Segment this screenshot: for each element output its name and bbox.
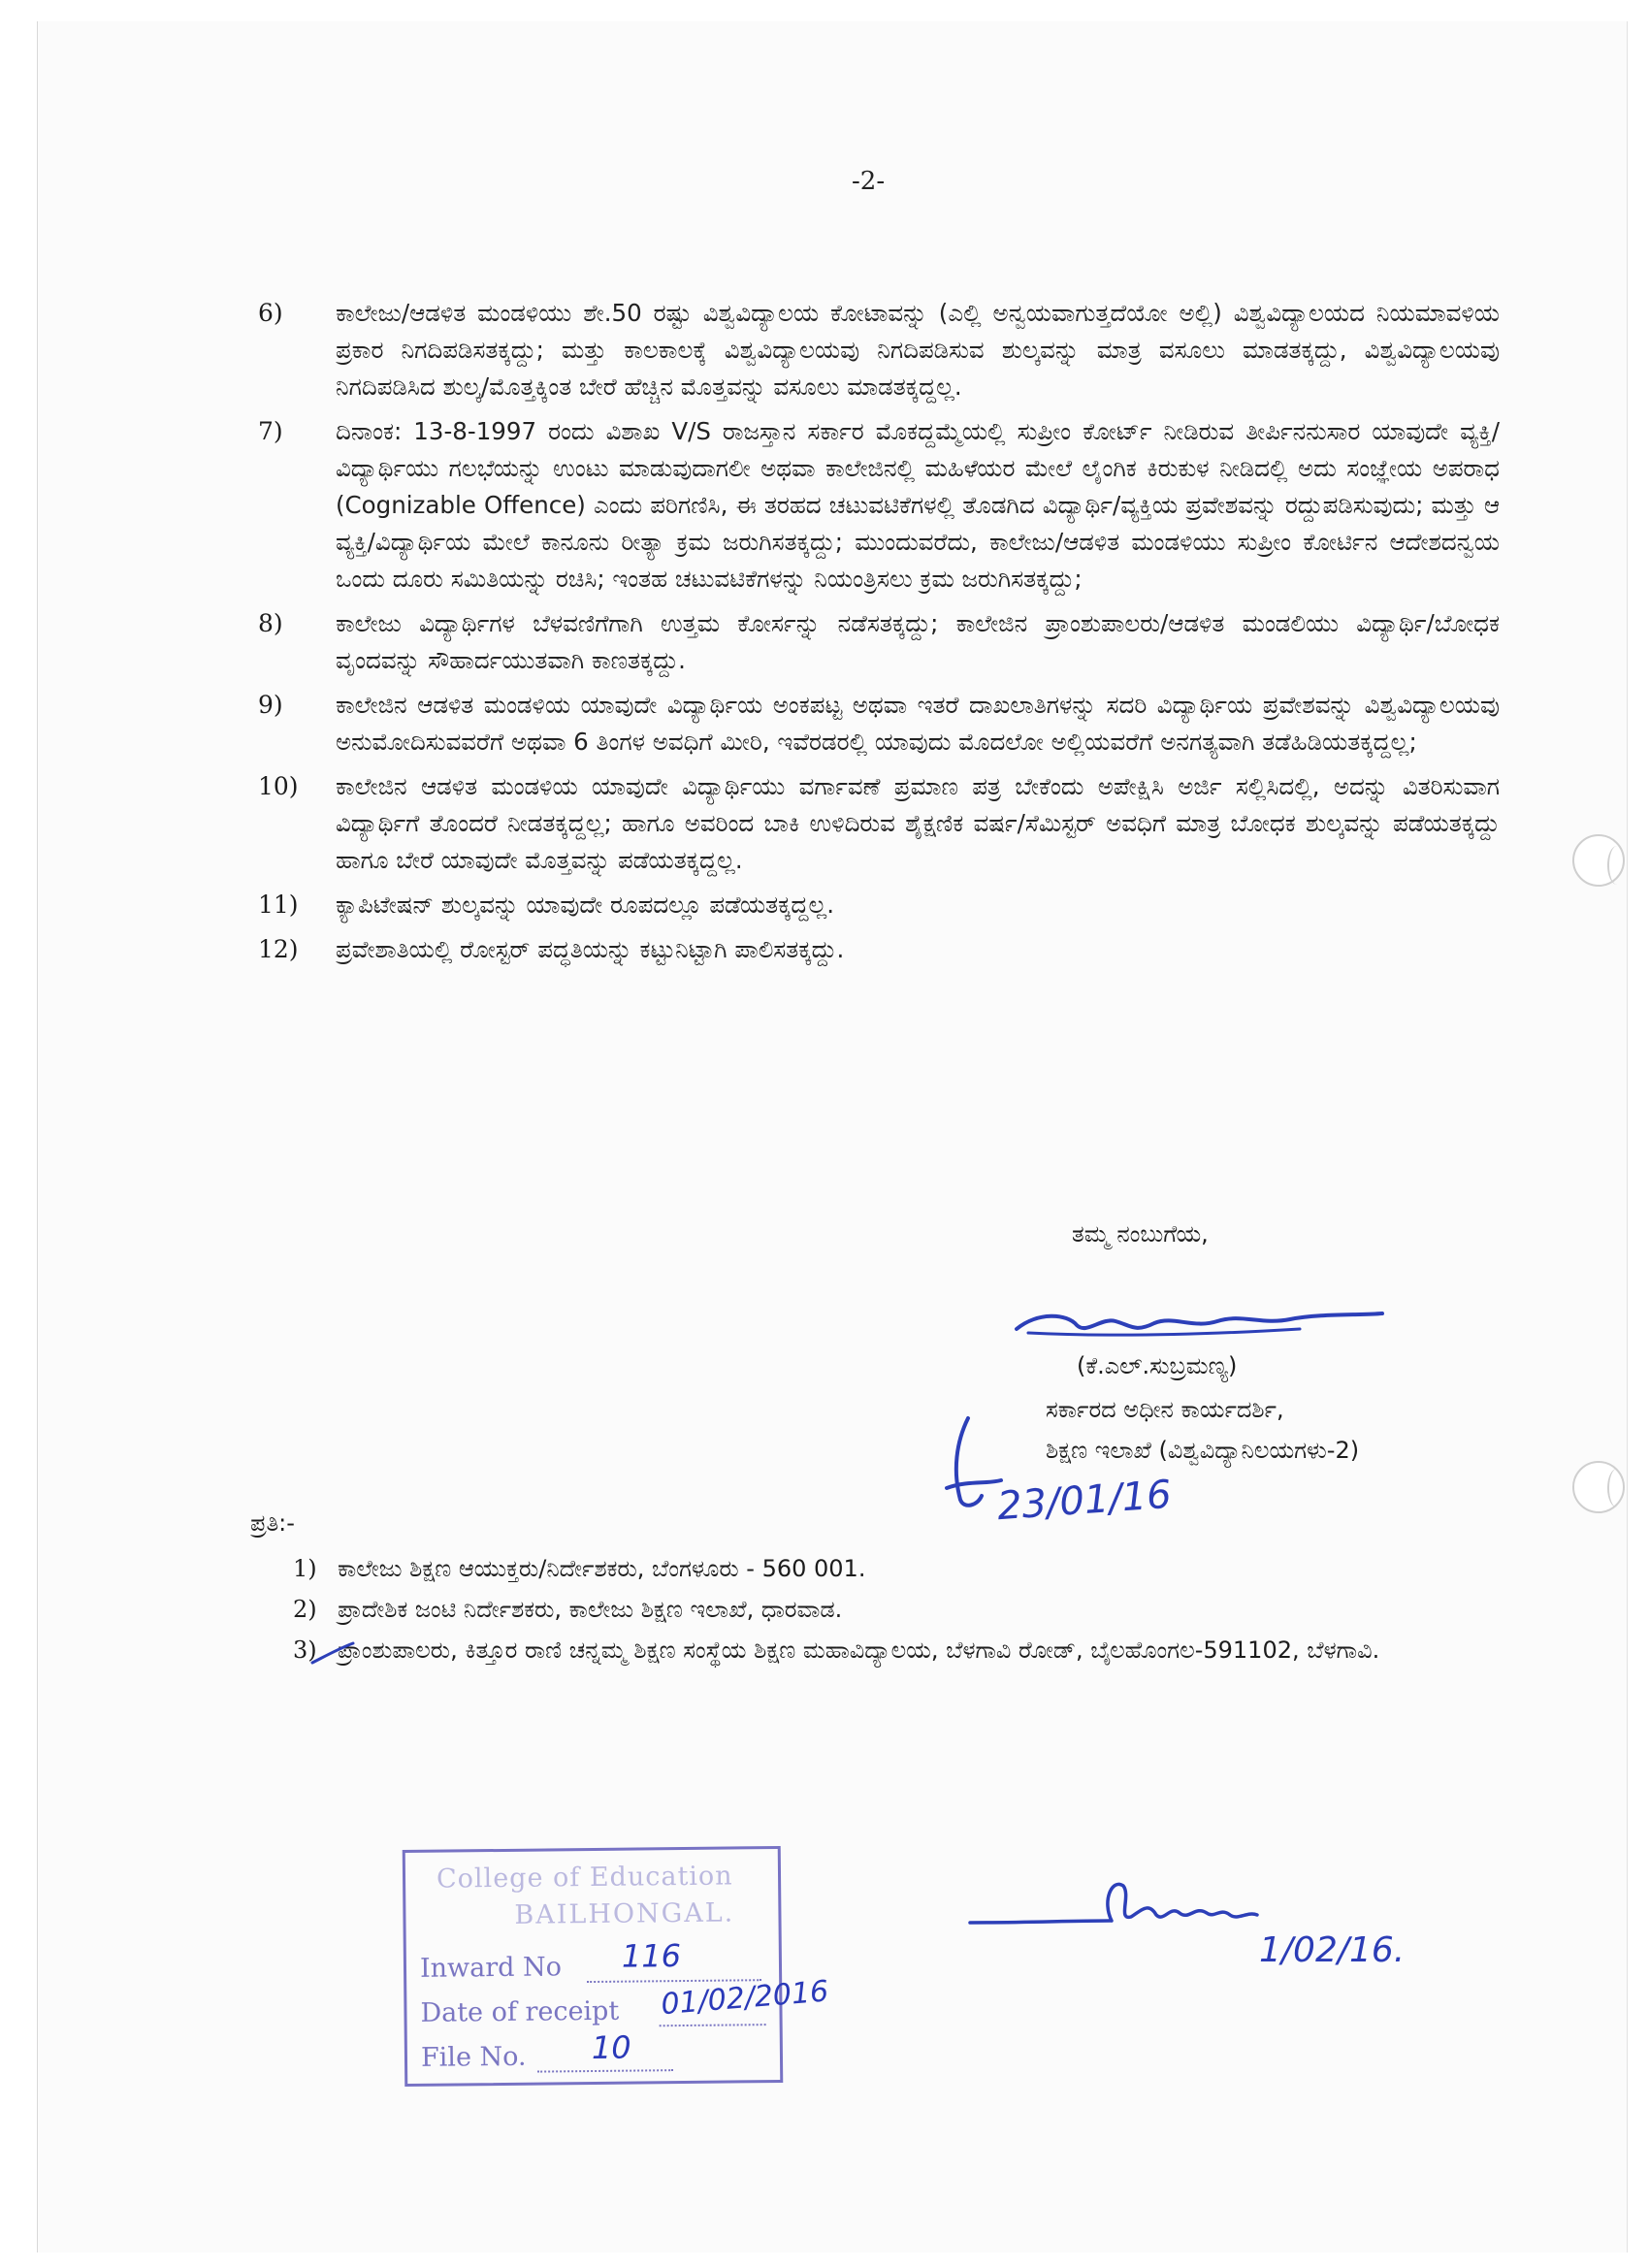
- item-number: 8): [258, 609, 283, 637]
- stamp-receipt-value: 01/02/2016: [660, 1974, 830, 2023]
- page-number: -2-: [852, 167, 886, 196]
- item-text: ಕಾಲೇಜು/ಆಡಳಿತ ಮಂಡಳಿಯು ಶೇ.50 ರಷ್ಟು ವಿಶ್ವವಿದ್ಯಾಲಯ ಕೋಟಾವನ್ನು (ಎಲ್ಲಿ ಅನ್ವಯವಾಗುತ್ತದೆಯೋ ಅಲ್ಲಿ) ವಿಶ್ವವಿದ್ಯಾಲಯದ ನಿಯಮಾವಳಿಯ ಪ್ರಕಾರ ನಿಗದಿಪಡಿಸತಕ್ಕದ್ದು; ಮತ್ತು ಕಾಲಕಾಲಕ್ಕೆ ವಿಶ್ವವಿದ್ಯಾಲಯವು ನಿಗದಿಪಡಿಸುವ ಶುಲ್ಕವನ್ನು ಮಾತ್ರ ವಸೂಲು ಮಾಡತಕ್ಕದ್ದು, ವಿಶ್ವವಿದ್ಯಾಲಯವು ನಿಗದಿಪಡಿಸಿದ ಶುಲ್ಕ/ಮೊತ್ತಕ್ಕಿಂತ ಬೇರೆ ಹೆಚ್ಚಿನ ಮೊತ್ತವನ್ನು ವಸೂಲು ಮಾಡತಕ್ಕದ್ದಲ್ಲ.: [336, 299, 1500, 401]
- condition-item: [258, 768, 1500, 879]
- cc-item: [293, 1591, 1505, 1628]
- cc-text: ಪ್ರಾಂಶುಪಾಲರು, ಕಿತ್ತೂರ ರಾಣಿ ಚನ್ನಮ್ಮ ಶಿಕ್ಷಣ ಸಂಸ್ಥೆಯ ಶಿಕ್ಷಣ ಮಹಾವಿದ್ಯಾಲಯ, ಬೆಳಗಾವಿ ರೋಡ್, ಬೈಲಹೊಂಗಲ-591102, ಬೆಳಗಾವಿ.: [338, 1636, 1380, 1664]
- item-number: 7): [258, 417, 283, 445]
- stamp-receipt-label: Date of receipt: [420, 1995, 620, 2028]
- condition-item: [258, 931, 1500, 968]
- handwritten-receipt-date: 1/02/16.: [1259, 1930, 1406, 1970]
- stamp-dotted-line: [537, 2069, 673, 2072]
- item-text: ಕಾಲೇಜಿನ ಆಡಳಿತ ಮಂಡಳಿಯ ಯಾವುದೇ ವಿದ್ಯಾರ್ಥಿಯು ವರ್ಗಾವಣೆ ಪ್ರಮಾಣ ಪತ್ರ ಬೇಕೆಂದು ಅಪೇಕ್ಷಿಸಿ ಅರ್ಜಿ ಸಲ್ಲಿಸಿದಲ್ಲಿ, ಅದನ್ನು ವಿತರಿಸುವಾಗ ವಿದ್ಯಾರ್ಥಿಗೆ ತೊಂದರೆ ನೀಡತಕ್ಕದ್ದಲ್ಲ; ಹಾಗೂ ಅವರಿಂದ ಬಾಕಿ ಉಳಿದಿರುವ ಶೈಕ್ಷಣಿಕ ವರ್ಷ/ಸೆಮಿಸ್ಟರ್ ಅವಧಿಗೆ ಮಾತ್ರ ಬೋಧಕ ಶುಲ್ಕವನ್ನು ಪಡೆಯತಕ್ಕದ್ದು ಹಾಗೂ ಬೇರೆ ಯಾವುದೇ ಮೊತ್ತವನ್ನು ಪಡೆಯತಕ್ಕದ್ದಲ್ಲ.: [336, 772, 1500, 874]
- condition-item: [258, 605, 1500, 679]
- stamp-institution: College of Education: [436, 1861, 733, 1895]
- cc-item: [293, 1550, 1505, 1587]
- stamp-inward-value: 116: [621, 1937, 682, 1975]
- signatory-designation: [1046, 1389, 1453, 1471]
- condition-item: [258, 295, 1500, 405]
- item-number: 9): [258, 691, 283, 719]
- item-number: 12): [258, 935, 299, 963]
- stamp-dotted-line: [660, 2024, 766, 2026]
- stamp-file-label: File No.: [420, 2041, 527, 2073]
- cc-number: 3): [293, 1636, 317, 1664]
- handwritten-date: 23/01/16: [995, 1472, 1174, 1530]
- punch-hole-edge: [1607, 1469, 1627, 1507]
- stamp-file-value: 10: [591, 2028, 631, 2067]
- item-number: 11): [258, 891, 299, 919]
- signature-mark: [1009, 1300, 1397, 1348]
- condition-item: [258, 413, 1500, 598]
- conditions-list: [258, 295, 1500, 968]
- item-number: 10): [258, 772, 299, 800]
- cc-text: ಪ್ರಾದೇಶಿಕ ಜಂಟಿ ನಿರ್ದೇಶಕರು, ಕಾಲೇಜು ಶಿಕ್ಷಣ ಇಲಾಖೆ, ಧಾರವಾಡ.: [338, 1596, 843, 1623]
- department-line: ಶಿಕ್ಷಣ ಇಲಾಖೆ (ವಿಶ್ವವಿದ್ಯಾನಿಲಯಗಳು-2): [1046, 1437, 1360, 1464]
- pen-tick-mark: [308, 1639, 357, 1669]
- condition-item: [258, 687, 1500, 761]
- punch-hole-edge: [1607, 846, 1627, 885]
- cc-number: 2): [293, 1596, 317, 1623]
- item-text: ಪ್ರವೇಶಾತಿಯಲ್ಲಿ ರೋಸ್ಟರ್ ಪದ್ಧತಿಯನ್ನು ಕಟ್ಟುನಿಟ್ಟಾಗಿ ಪಾಲಿಸತಕ್ಕದ್ದು.: [336, 935, 845, 963]
- cc-list: [293, 1550, 1505, 1672]
- stamp-place: BAILHONGAL.: [514, 1897, 735, 1930]
- condition-item: [258, 887, 1500, 923]
- item-text: ಕಾಲೇಜು ವಿದ್ಯಾರ್ಥಿಗಳ ಬೆಳವಣಿಗೆಗಾಗಿ ಉತ್ತಮ ಕೋರ್ಸನ್ನು ನಡೆಸತಕ್ಕದ್ದು; ಕಾಲೇಜಿನ ಪ್ರಾಂಶುಪಾಲರು/ಆಡಳಿತ ಮಂಡಲಿಯು ವಿದ್ಯಾರ್ಥಿ/ಬೋಧಕ ವೃಂದವನ್ನು ಸೌಹಾರ್ದಯುತವಾಗಿ ಕಾಣತಕ್ಕದ್ದು.: [336, 609, 1500, 674]
- cc-number: 1): [293, 1555, 317, 1582]
- signatory-name: (ಕೆ.ಎಲ್.ಸುಬ್ರಮಣ್ಯ): [1077, 1352, 1238, 1379]
- item-number: 6): [258, 299, 283, 327]
- cc-text: ಕಾಲೇಜು ಶಿಕ್ಷಣ ಆಯುಕ್ತರು/ನಿರ್ದೇಶಕರು, ಬೆಂಗಳೂರು - 560 001.: [338, 1555, 866, 1582]
- signoff: ತಮ್ಮ ನಂಬುಗೆಯ,: [1072, 1220, 1209, 1247]
- item-text: ದಿನಾಂಕ: 13-8-1997 ರಂದು ವಿಶಾಖ V/S ರಾಜಸ್ತಾನ ಸರ್ಕಾರ ಮೊಕದ್ದಮ್ಮೆಯಲ್ಲಿ ಸುಪ್ರೀಂ ಕೋರ್ಟ್ ನೀಡಿರುವ ತೀರ್ಪಿನನುಸಾರ ಯಾವುದೇ ವ್ಯಕ್ತಿ/ವಿದ್ಯಾರ್ಥಿಯು ಗಲಭೆಯನ್ನು ಉಂಟು ಮಾಡುವುದಾಗಲೀ ಅಥವಾ ಕಾಲೇಜಿನಲ್ಲಿ ಮಹಿಳೆಯರ ಮೇಲೆ ಲೈಂಗಿಕ ಕಿರುಕುಳ ನೀಡಿದಲ್ಲಿ ಅದು ಸಂಜ್ಞೇಯ ಅಪರಾಧ (Cognizable Offence) ಎಂದು ಪರಿಗಣಿಸಿ, ಈ ತರಹದ ಚಟುವಟಿಕೆಗಳಲ್ಲಿ ತೊಡಗಿದ ವಿದ್ಯಾರ್ಥಿ/ವ್ಯಕ್ತಿಯ ಪ್ರವೇಶವನ್ನು ರದ್ದುಪಡಿಸುವುದು; ಮತ್ತು ಆ ವ್ಯಕ್ತಿ/ವಿದ್ಯಾರ್ಥಿಯ ಮೇಲೆ ಕಾನೂನು ರೀತ್ಯಾ ಕ್ರಮ ಜರುಗಿಸತಕ್ಕದ್ದು; ಮುಂದುವರೆದು, ಕಾಲೇಜು/ಆಡಳಿತ ಮಂಡಳಿಯು ಸುಪ್ರೀಂ ಕೋರ್ಟಿನ ಆದೇಶದನ್ವಯ ಒಂದು ದೂರು ಸಮಿತಿಯನ್ನು ರಚಿಸಿ; ಇಂತಹ ಚಟುವಟಿಕೆಗಳನ್ನು ನಿಯಂತ್ರಿಸಲು ಕ್ರಮ ಜರುಗಿಸತಕ್ಕದ್ದು;: [336, 417, 1500, 593]
- designation-line: ಸರ್ಕಾರದ ಅಧೀನ ಕಾರ್ಯದರ್ಶಿ,: [1046, 1396, 1284, 1423]
- item-text: ಕಾಲೇಜಿನ ಆಡಳಿತ ಮಂಡಳಿಯ ಯಾವುದೇ ವಿದ್ಯಾರ್ಥಿಯ ಅಂಕಪಟ್ಟ ಅಥವಾ ಇತರೆ ದಾಖಲಾತಿಗಳನ್ನು ಸದರಿ ವಿದ್ಯಾರ್ಥಿಯ ಪ್ರವೇಶವನ್ನು ವಿಶ್ವವಿದ್ಯಾಲಯವು ಅನುಮೋದಿಸುವವರೆಗೆ ಅಥವಾ 6 ತಿಂಗಳ ಅವಧಿಗೆ ಮೀರಿ, ಇವೆರಡರಲ್ಲಿ ಯಾವುದು ಮೊದಲೋ ಅಲ್ಲಿಯವರೆಗೆ ಅನಗತ್ಯವಾಗಿ ತಡೆಹಿಡಿಯತಕ್ಕದ್ದಲ್ಲ;: [336, 691, 1500, 756]
- inward-stamp: [403, 1846, 830, 2087]
- cc-label: ಪ್ರತಿ:-: [250, 1509, 295, 1537]
- item-text: ಕ್ಯಾಪಿಟೇಷನ್ ಶುಲ್ಕವನ್ನು ಯಾವುದೇ ರೂಪದಲ್ಲೂ ಪಡೆಯತಕ್ಕದ್ದಲ್ಲ.: [336, 891, 835, 919]
- stamp-inward-label: Inward No: [419, 1952, 563, 1984]
- cc-item: [293, 1632, 1505, 1669]
